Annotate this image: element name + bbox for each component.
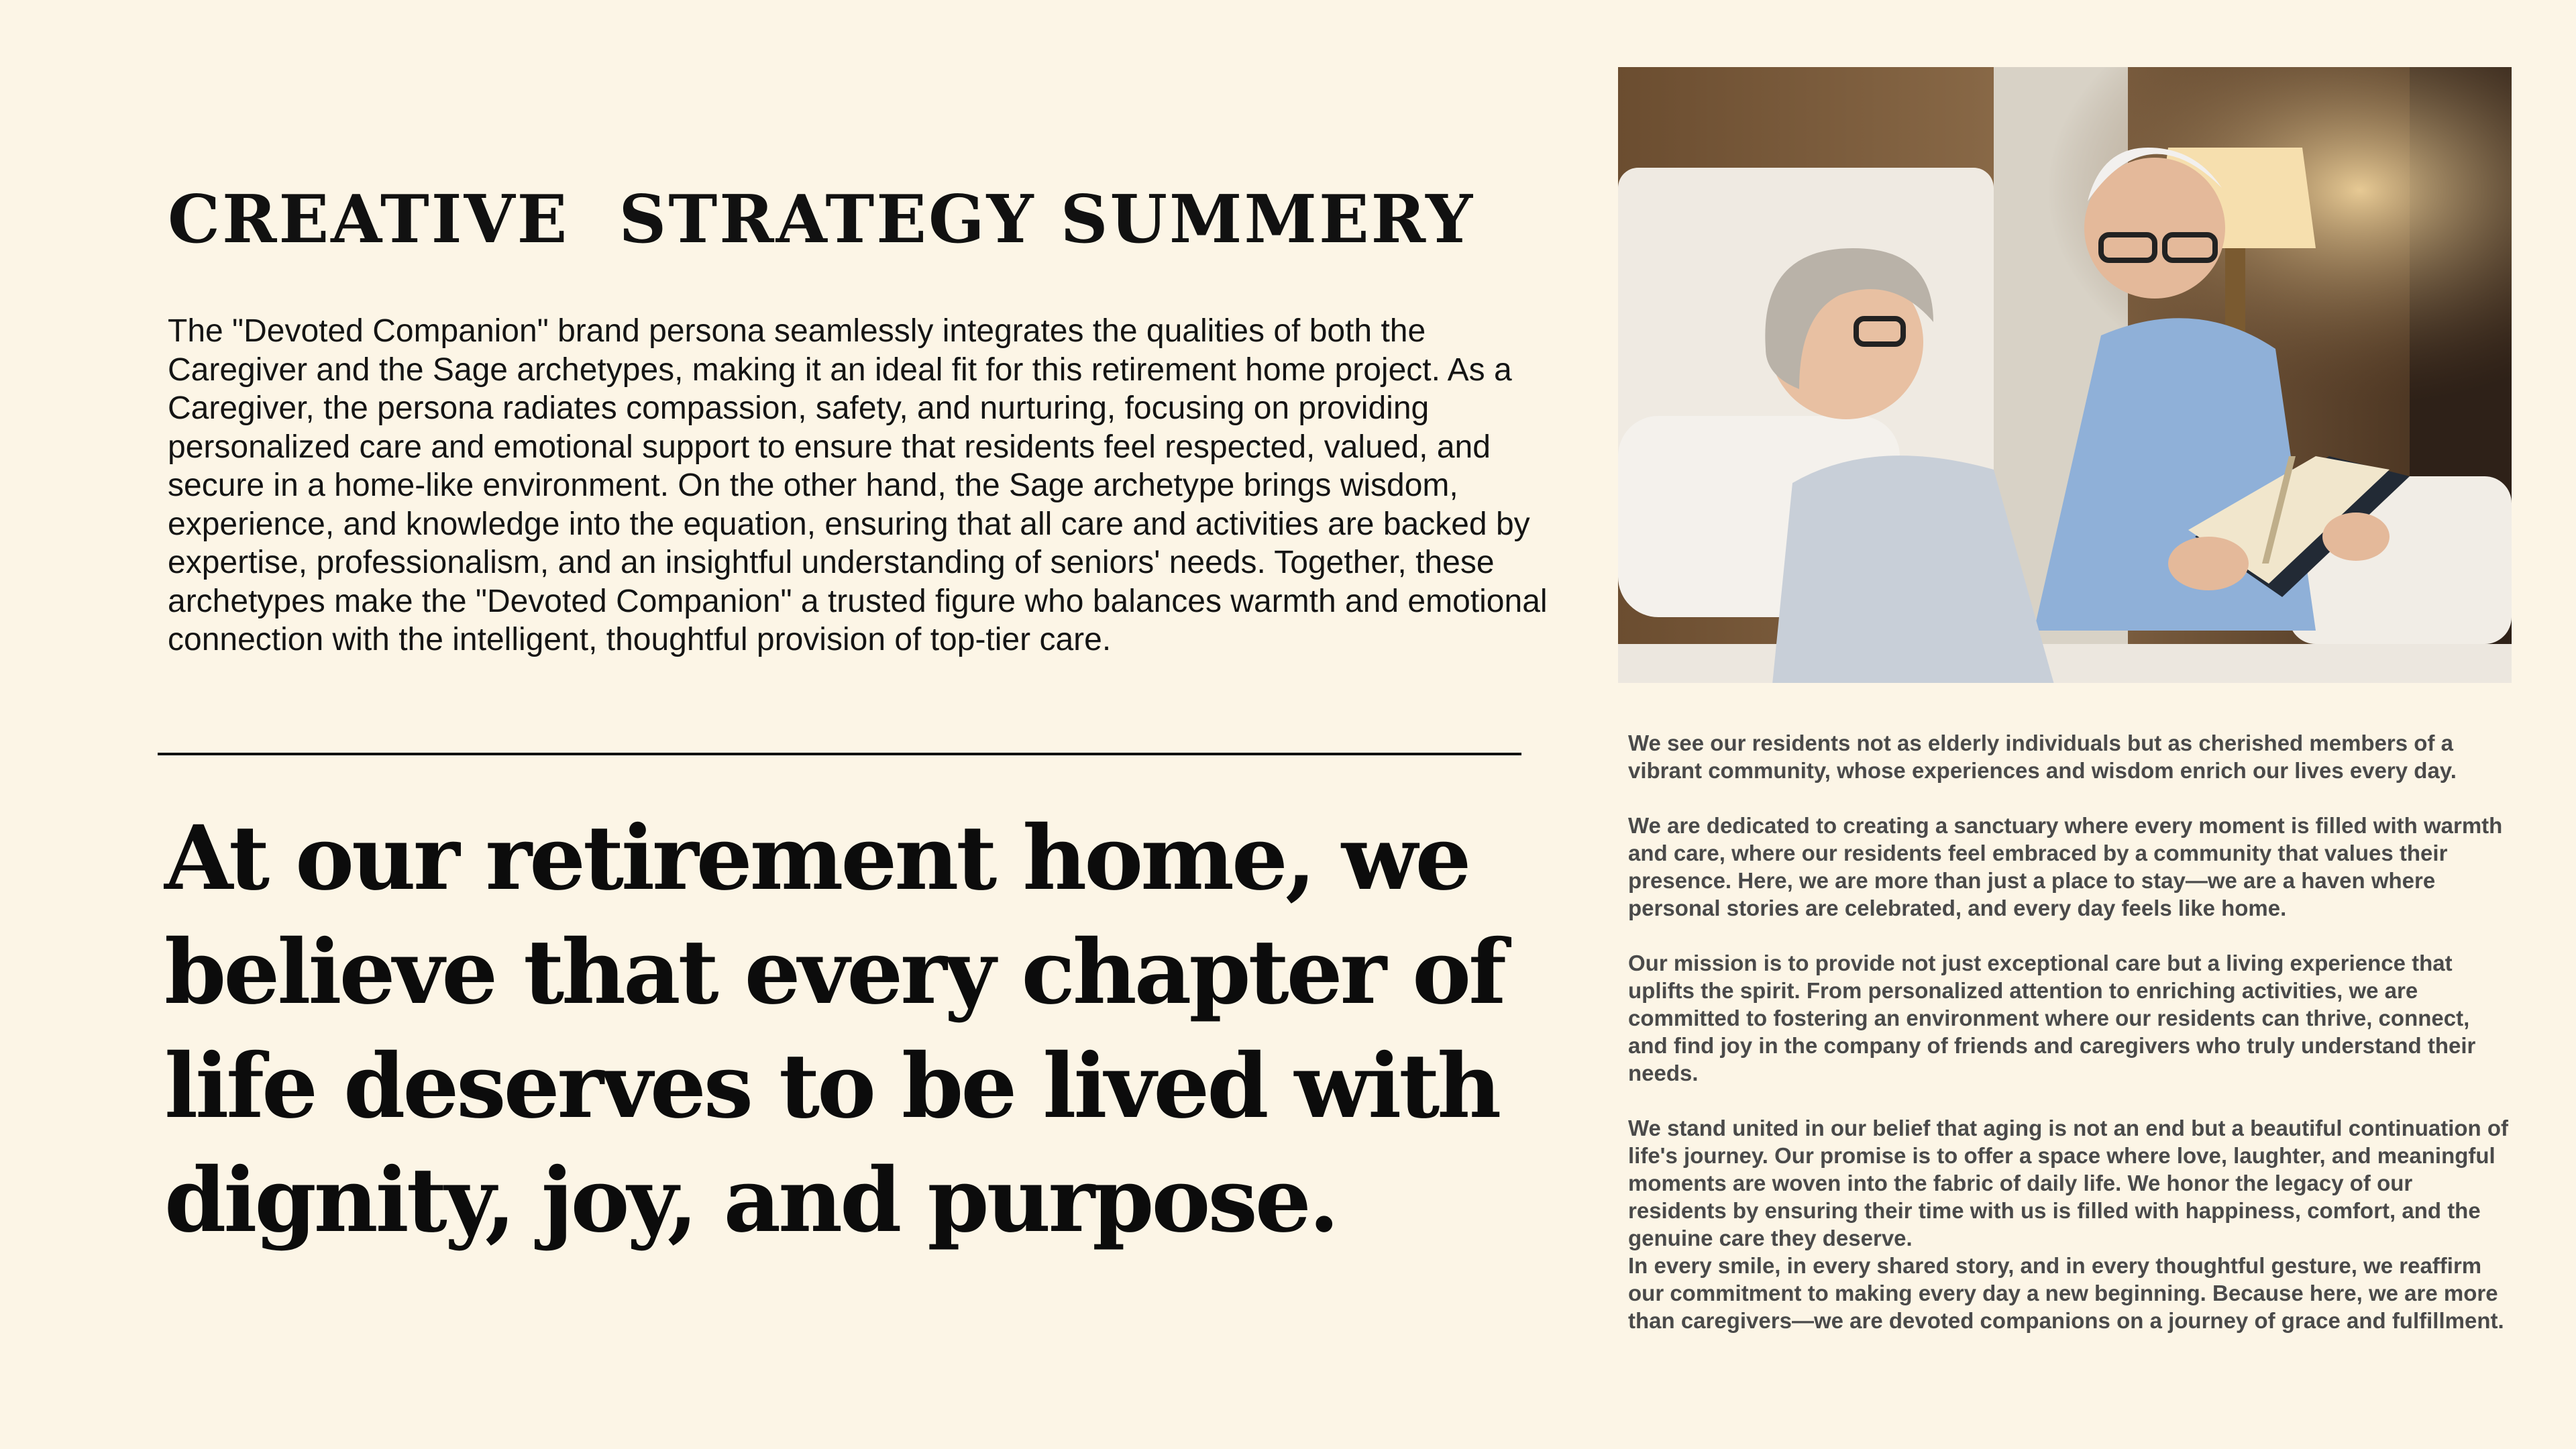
mission-text-column bbox=[1628, 729, 2514, 1334]
paragraph-community: We see our residents not as elderly individuals but as cherished members of a vibrant community, whose experiences and wisdom enrich our lives every day. bbox=[1628, 731, 2457, 783]
elderly-couple-reading-photo bbox=[1618, 67, 2512, 683]
section-divider bbox=[158, 753, 1521, 755]
paragraph-belief: We stand united in our belief that aging is not an end but a beautiful continuation of life's journey. Our promise is to offer a space where love, laughter, and meaningful moments are woven into the fabric of daily life. We honor the legacy of our residents by ensuring their time with us is filled with happiness, comfort, and the genuine care they deserve. bbox=[1628, 1116, 2509, 1250]
paragraph-sanctuary: We are dedicated to creating a sanctuary where every moment is filled with warmth and care, where our residents feel embraced by a community that values their presence. Here, we are more than just a place to stay—we are a haven where personal stories are celebrated, and every day feels like home. bbox=[1628, 813, 2503, 920]
intro-paragraph: The "Devoted Companion" brand persona seamlessly integrates the qualities of both the Caregiver and the Sage archetypes, making it an ideal fit for this retirement home project. As a Caregiver, the persona radiates compassion, safety, and nurturing, focusing on providing personalized care and emotional support to ensure that residents feel respected, valued, and secure in a home-like environment. On the other hand, the Sage archetype brings wisdom, experience, and knowledge into the equation, ensuring that all care and activities are backed by expertise, professionalism, and an insightful understanding of seniors' needs. Together, these archetypes make the "Devoted Companion" a trusted figure who balances warmth and emotional connection with the intelligent, thoughtful provision of top-tier care. bbox=[168, 313, 1548, 657]
headline-quote: At our retirement home, we believe that every chapter of life deserves to be lived with dignity, joy, and purpose. bbox=[164, 806, 1504, 1252]
paragraph-commitment: In every smile, in every shared story, and in every thoughtful gesture, we reaffirm our commitment to making every day a new beginning. Because here, we are more than caregivers—we are devoted companions on a journey of grace and fulfillment. bbox=[1628, 1253, 2504, 1333]
page-title: CREATIVE STRATEGY SUMMERY bbox=[168, 181, 1475, 258]
paragraph-mission: Our mission is to provide not just exceptional care but a living experience that uplifts the spirit. From personalized attention to enriching activities, we are committed to fostering an environment where our residents can thrive, connect, and find joy in the company of friends and caregivers who truly understand their needs. bbox=[1628, 951, 2476, 1085]
